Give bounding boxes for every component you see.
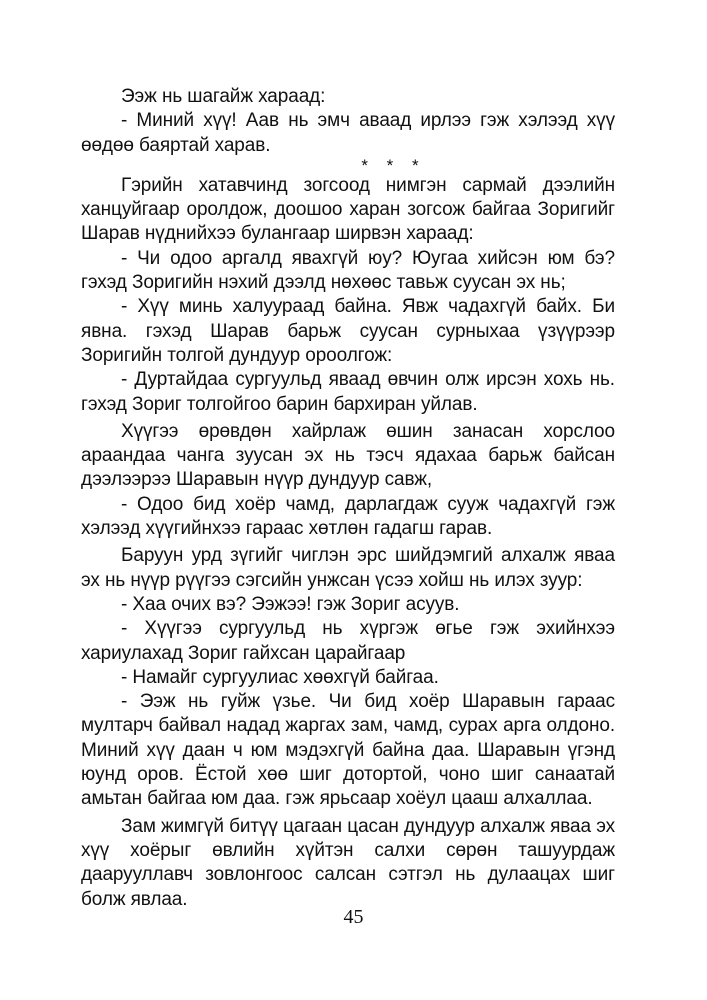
page-body xyxy=(81,85,615,912)
paragraph: - Дуртайдаа сургуульд яваад өвчин олж ирсэн хохь нь. гэхэд Зориг толгойгоо барин бархиран уйлав. xyxy=(81,369,615,415)
page-number: 45 xyxy=(343,906,364,928)
paragraph: - Хаа очих вэ? Ээжээ! гэж Зориг асуув. xyxy=(121,593,460,615)
paragraph: Зам жимгүй битүү цагаан цасан дундуур алхалж яваа эх хүү хоёрыг өвлийн хүйтэн салхи сөрөн ташуурдаж даарууллавч зовлонгоос салсан сэтгэл нь дулаацах шиг болж явлаа. xyxy=(81,815,615,910)
paragraph: - Чи одоо аргалд явахгүй юу? Юугаа хийсэн юм бэ? гэхэд Зоригийн нэхий дээлд нөхөөс тавьж суусан эх нь; xyxy=(81,247,615,294)
paragraph: Гэрийн хатавчинд зогсоод нимгэн сармай дээлийн ханцуйгаар оролдож, доошоо харан зогсож байгаа Зоригийг Шарав нүднийхээ булангаар ширвэн хараад: xyxy=(81,174,615,245)
paragraph: Ээж нь шагайж хараад: xyxy=(121,86,326,107)
paragraph: - Одоо бид хоёр чамд, дарлагдаж сууж чадахгүй гэж хэлээд хүүгийнхээ гараас хөтлөн гадагш гарав. xyxy=(81,493,615,540)
paragraph: - Хүү минь халуураад байна. Явж чадахгүй байх. Би явна. гэхэд Шарав барьж суусан сурныхаа үзүүрээр Зоригийн толгой дундуур ороолгож: xyxy=(81,296,615,366)
paragraph: Баруун урд зүгийг чиглэн эрс шийдэмгий алхалж яваа эх нь нүүр рүүгээ сэгсийн унжсан үсээ хойш нь илэх зуур: xyxy=(81,545,615,591)
paragraph: - Ээж нь гуйж үзье. Чи бид хоёр Шаравын гараас мултарч байвал надад жаргах зам, чамд, сурах арга олдоно. Миний хүү даан ч юм мэдэхгүй байна даа. Шаравын үгэнд юунд оров. Ёстой хөө шиг дотортой, чоно шиг санаатай амьтан байгаа юм даа. гэж ярьсаар хоёул цааш алхаллаа. xyxy=(81,691,615,810)
paragraph: - Хүүгээ сургуульд нь хүргэж өгье гэж эхийнхээ хариулахад Зориг гайхсан царайгаар xyxy=(81,618,615,664)
paragraph: - Намайг сургуулиас хөөхгүй байгаа. xyxy=(121,666,439,688)
section-separator: * * * xyxy=(361,155,419,175)
paragraph: Хүүгээ өрөвдөн хайрлаж өшин занасан хорслоо араандаа чанга зуусан эх нь тэсч ядахаа барьж байсан дээлээрээ Шаравын нүүр дундуур савж, xyxy=(81,420,615,491)
text-block-before-separator xyxy=(81,85,615,158)
paragraph: - Миний хүү! Аав нь эмч аваад ирлээ гэж хэлээд хүү өөдөө баяртай харав. xyxy=(81,110,615,156)
text-block-after-separator xyxy=(81,174,615,912)
